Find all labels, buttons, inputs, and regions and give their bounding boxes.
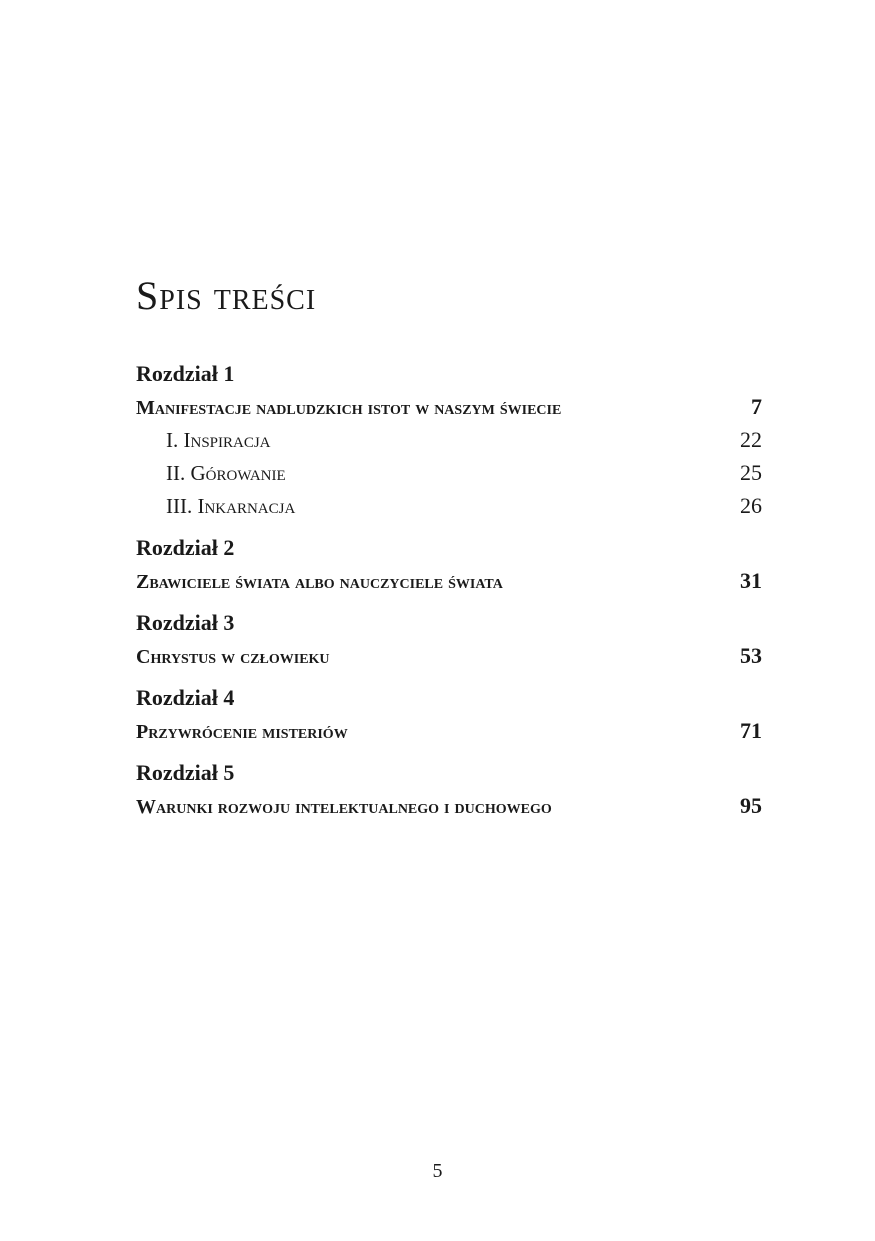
chapter-3 <box>136 607 762 672</box>
subentry-page-number: 22 <box>740 427 762 452</box>
entry-page-number: 53 <box>740 643 762 668</box>
toc-entry[interactable] <box>136 714 762 747</box>
entry-title: Chrystus w człowieku <box>136 646 330 668</box>
chapter-4 <box>136 682 762 747</box>
entry-title: Zbawiciele świata albo nauczyciele świata <box>136 571 503 593</box>
toc-entry[interactable] <box>136 789 762 822</box>
entry-title: Przywrócenie misteriów <box>136 721 348 743</box>
subentry-title: I. Inspiracja <box>166 428 271 452</box>
subentry-page-number: 26 <box>740 493 762 518</box>
chapter-5 <box>136 757 762 822</box>
entry-title: Manifestacje nadludzkich istot w naszym świecie <box>136 397 562 419</box>
toc-subentry[interactable] <box>136 456 762 489</box>
toc-subentry[interactable] <box>136 489 762 522</box>
chapter-2 <box>136 532 762 597</box>
chapter-1 <box>136 358 762 522</box>
toc-entry[interactable] <box>136 564 762 597</box>
table-of-contents <box>136 358 762 832</box>
chapter-label: Rozdział 1 <box>136 361 235 386</box>
subentry-title: II. Górowanie <box>166 461 286 485</box>
page-number: 5 <box>432 1160 443 1182</box>
entry-title: Warunki rozwoju intelektualnego i duchowego <box>136 796 552 818</box>
entry-page-number: 7 <box>751 394 762 419</box>
toc-entry[interactable] <box>136 390 762 423</box>
toc-subentry[interactable] <box>136 423 762 456</box>
chapter-label: Rozdział 5 <box>136 760 235 785</box>
chapter-label: Rozdział 4 <box>136 685 235 710</box>
page-title: Spis treści <box>136 273 317 318</box>
subentry-page-number: 25 <box>740 460 762 485</box>
chapter-label: Rozdział 3 <box>136 610 235 635</box>
subentry-title: III. Inkarnacja <box>166 494 296 518</box>
entry-page-number: 95 <box>740 793 762 818</box>
entry-page-number: 71 <box>740 718 762 743</box>
entry-page-number: 31 <box>740 568 762 593</box>
toc-entry[interactable] <box>136 639 762 672</box>
chapter-label: Rozdział 2 <box>136 535 235 560</box>
